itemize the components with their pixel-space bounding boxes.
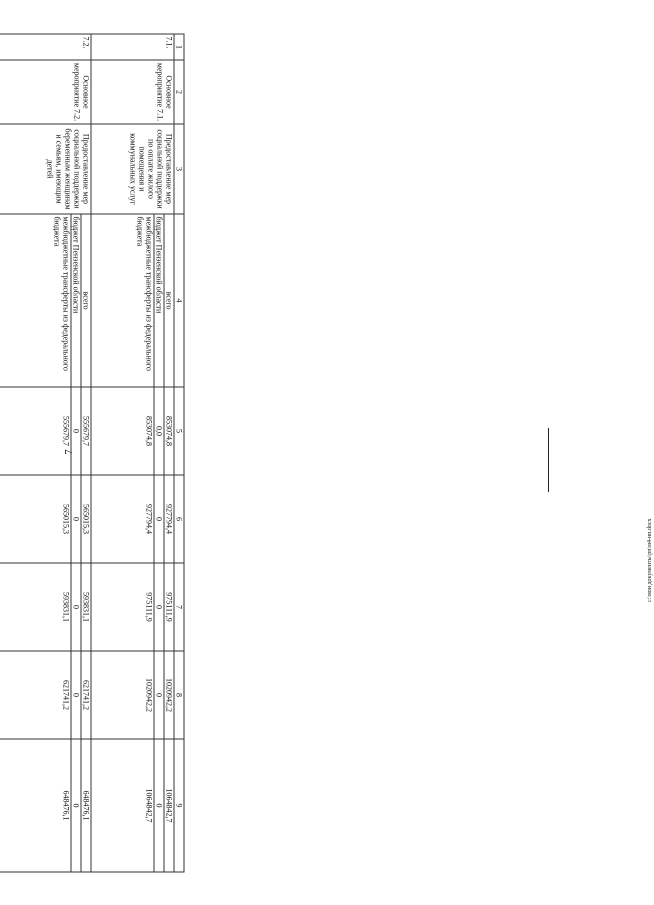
amount-cell: 0,0	[154, 387, 164, 475]
funding-source-cell: бюджет Пензенской области	[71, 214, 81, 387]
amount-cell: 555679,7	[0, 387, 71, 475]
amount-cell: 0	[71, 563, 81, 651]
amount-cell: 1064842,7	[91, 739, 154, 872]
amount-cell: 621741,2	[0, 651, 71, 739]
page-number: 7	[64, 449, 75, 455]
table-row	[81, 34, 91, 872]
amount-cell: 975111,9	[164, 563, 174, 651]
table-body	[0, 34, 184, 872]
header-cell: 6	[174, 475, 184, 563]
amount-cell: 927794,4	[164, 475, 174, 563]
header-cell: 3	[174, 124, 184, 214]
amount-cell: 593831,1	[81, 563, 91, 651]
amount-cell: 0	[71, 739, 81, 872]
amount-cell: 0	[154, 739, 164, 872]
amount-cell: 555679,7	[81, 387, 91, 475]
table-row	[164, 34, 174, 872]
amount-cell: 0	[71, 651, 81, 739]
funding-source-cell: межбюджетные трансферты из федерального бюджета	[0, 214, 71, 387]
amount-cell: 1020942,2	[164, 651, 174, 739]
funding-source-cell: всего	[164, 214, 174, 387]
event-name-cell: Основное мероприятие 7.2.	[0, 60, 91, 124]
amount-cell: 1020942,2	[91, 651, 154, 739]
amount-cell: 853074,8	[91, 387, 154, 475]
row-number-cell: 7.1.	[91, 34, 174, 60]
header-row	[174, 34, 184, 872]
funding-table	[0, 34, 185, 873]
event-name-cell: Основное мероприятие 7.1.	[91, 60, 174, 124]
header-cell: 7	[174, 563, 184, 651]
header-cell: 2	[174, 60, 184, 124]
rotated-table-container	[0, 34, 185, 872]
header-cell: 1	[174, 34, 184, 60]
funding-source-cell: межбюджетные трансферты из федерального бюджета	[91, 214, 154, 387]
header-cell: 4	[174, 214, 184, 387]
amount-cell: 0	[154, 475, 164, 563]
header-cell: 9	[174, 739, 184, 872]
amount-cell: 853074,8	[164, 387, 174, 475]
amount-cell: 565015,3	[0, 475, 71, 563]
amount-cell: 0	[71, 475, 81, 563]
amount-cell: 565015,3	[81, 475, 91, 563]
row-number-cell: 7.2.	[0, 34, 91, 60]
amount-cell: 621741,2	[81, 651, 91, 739]
separator-line	[548, 428, 549, 492]
header-cell: 5	[174, 387, 184, 475]
event-description-cell: Предоставление мер социальной поддержки по оплате жилого помещения и коммунальных услуг	[91, 124, 174, 214]
amount-cell: 927794,4	[91, 475, 154, 563]
amount-cell: 0	[71, 387, 81, 475]
header-cell: 8	[174, 651, 184, 739]
footer-file-path: c:\мои документы\рп\м4-нп.docx	[647, 518, 653, 602]
amount-cell: 0	[154, 563, 164, 651]
amount-cell: 648476,1	[0, 739, 71, 872]
funding-source-cell: всего	[81, 214, 91, 387]
event-description-cell: Предоставление мер социальной поддержки беременным женщинам и семьям, имеющим детей	[0, 124, 91, 214]
amount-cell: 0	[154, 651, 164, 739]
amount-cell: 648476,1	[81, 739, 91, 872]
amount-cell: 593831,1	[0, 563, 71, 651]
funding-source-cell: бюджет Пензенской области	[154, 214, 164, 387]
amount-cell: 1064842,7	[164, 739, 174, 872]
amount-cell: 975111,9	[91, 563, 154, 651]
